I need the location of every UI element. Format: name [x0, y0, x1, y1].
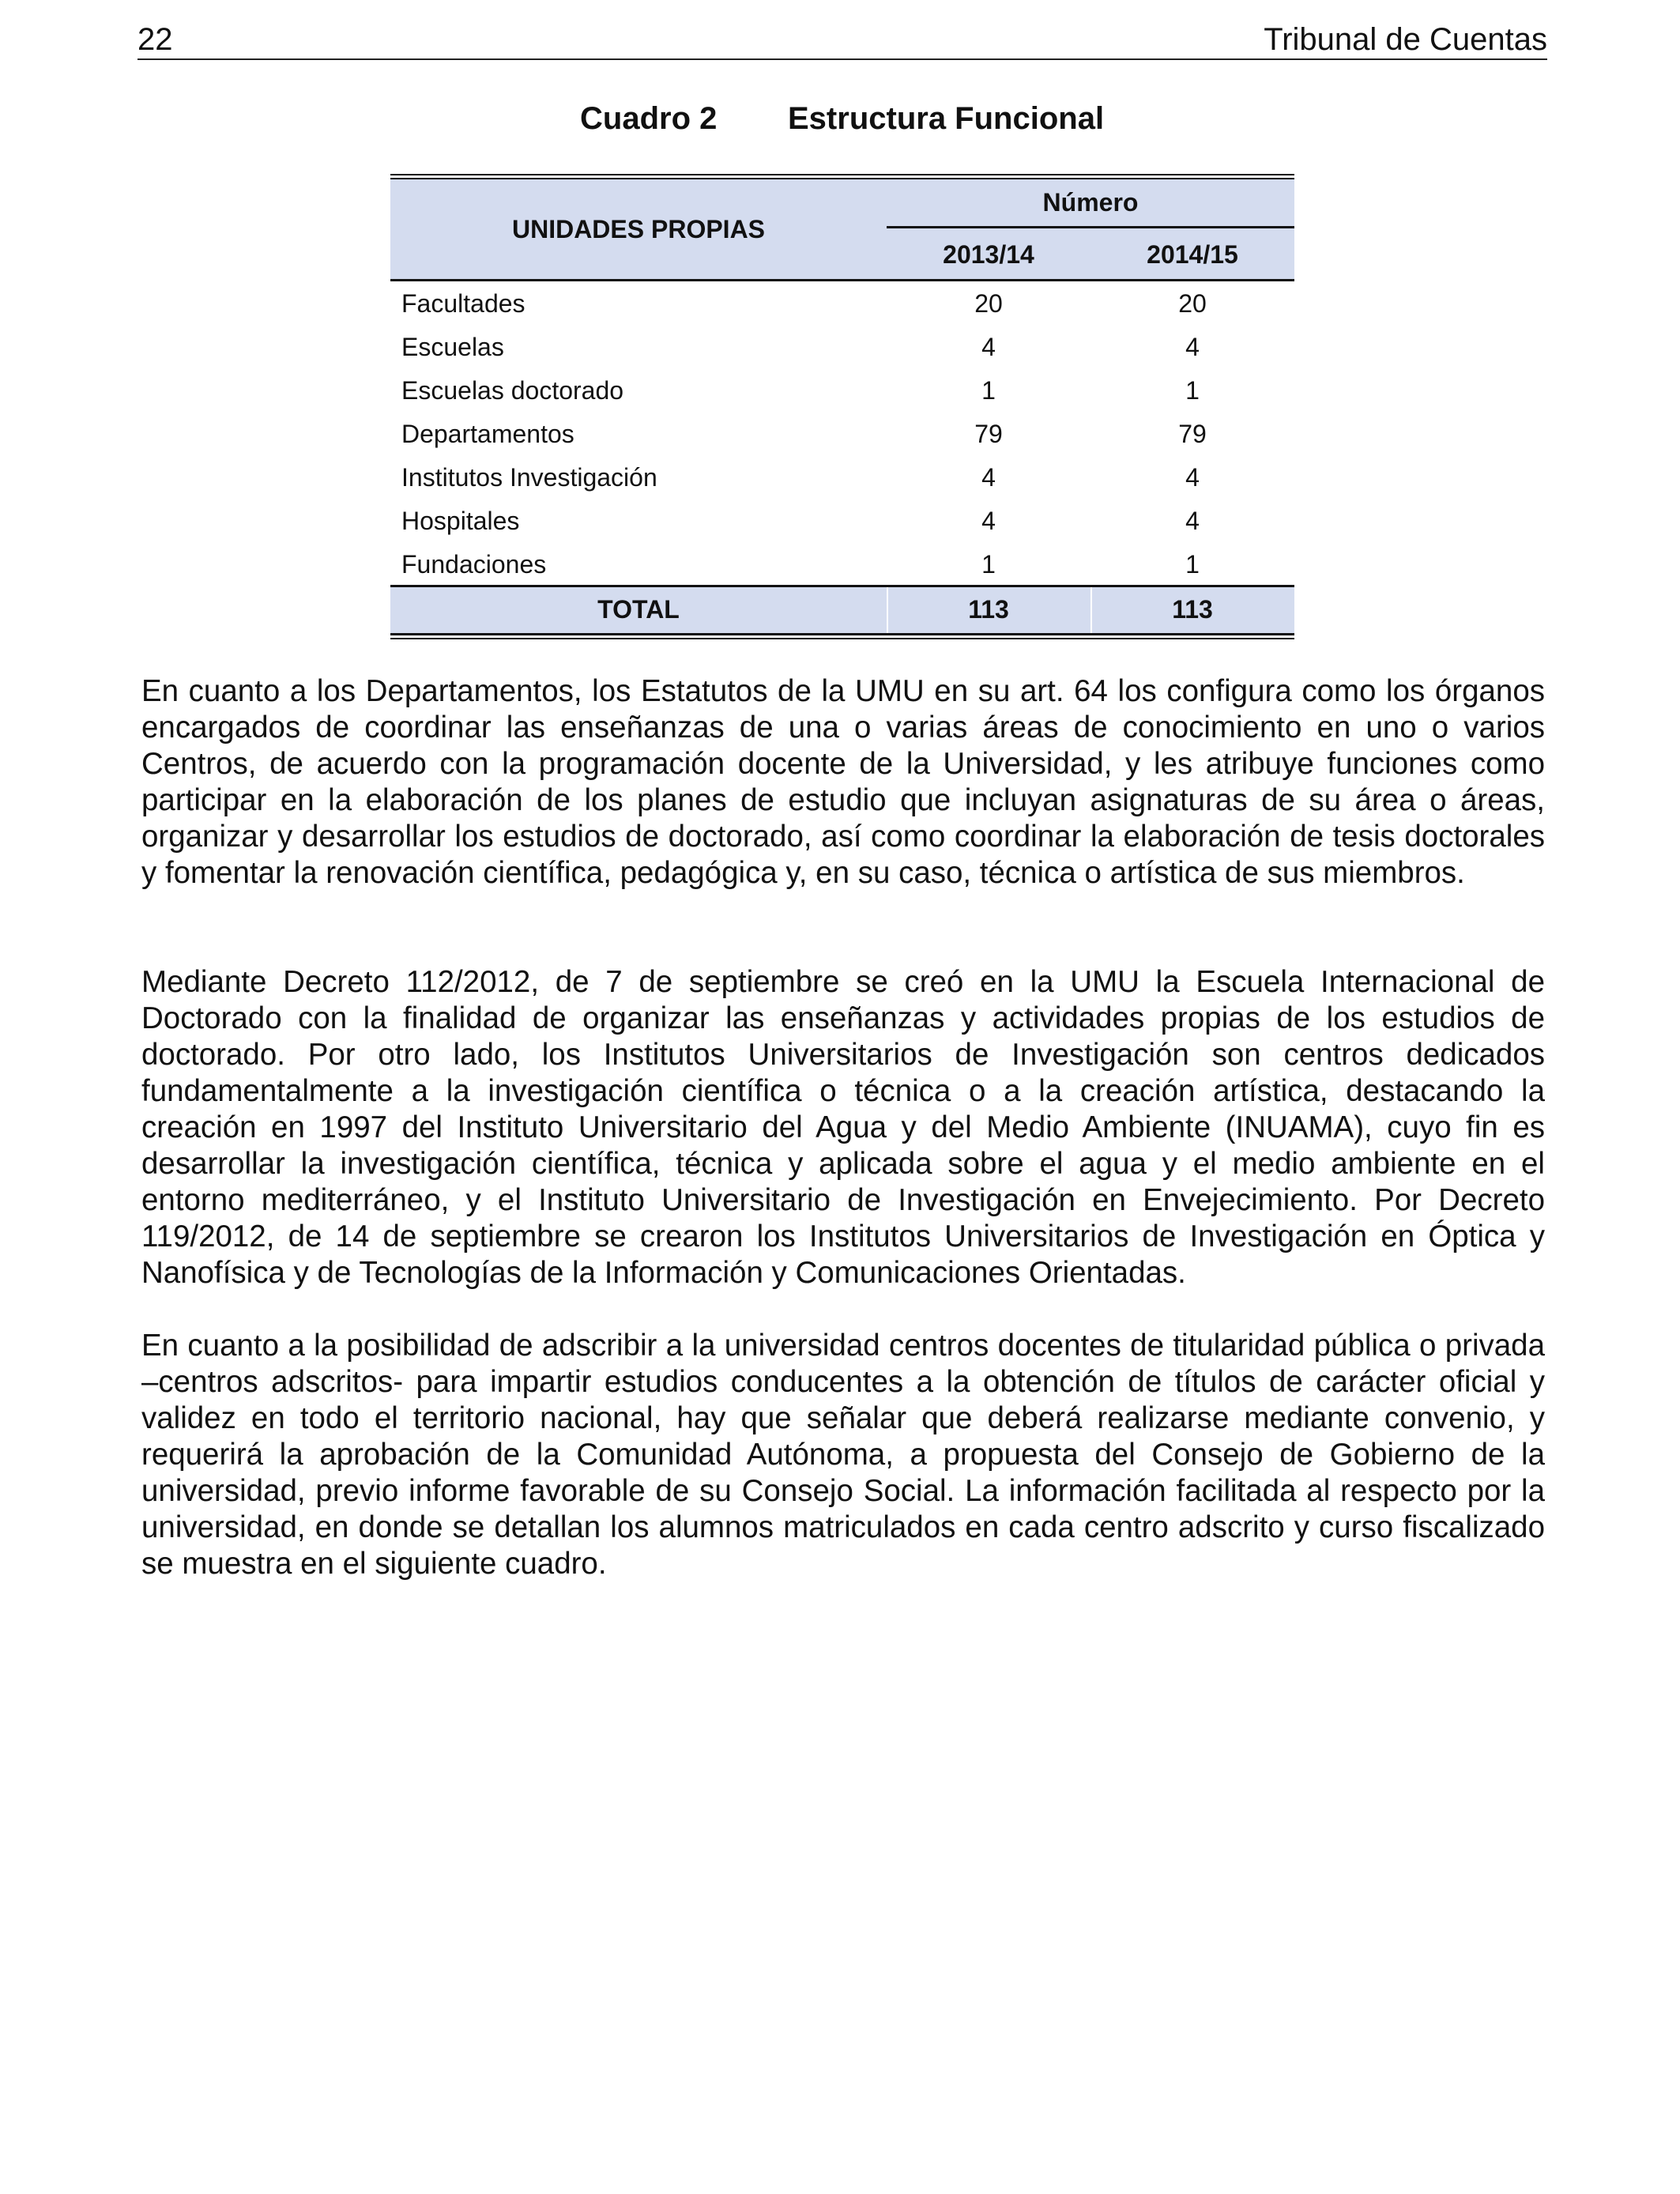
column-header-units: UNIDADES PROPIAS — [511, 215, 766, 243]
row-value-2013-14: 20 — [974, 289, 1003, 318]
paragraph-decreto: Mediante Decreto 112/2012, de 7 de septiembre se creó en la UMU la Escuela Internacional de Doctorado con la finalidad de organizar las enseñanzas y actividades propias de los estudios de doctorado. Por otro lado, los Institutos Universitarios de Investigación son centros dedicados fundamentalmente a la investigación científica o técnica o a la creación artística, destacando la creación en 1997 del Instituto Universitario del Agua y del Medio Ambiente (INUAMA), cuyo fin es desarrollar la investigación científica, técnica y aplicada sobre el agua y el medio ambiente en el entorno mediterráneo, y el Instituto Universitario de Investigación en Envejecimiento. Por Decreto 119/2012, de 14 de septiembre se crearon los Institutos Universitarios de Investigación en Óptica y Nanofísica y de Tecnologías de la Información y Comunicaciones Orientadas. — [141, 965, 1545, 1290]
row-label: Escuelas — [401, 333, 504, 361]
row-value-2013-14: 4 — [981, 333, 996, 361]
row-value-2013-14: 79 — [974, 420, 1003, 448]
row-label: Departamentos — [401, 420, 574, 448]
table-row — [390, 285, 1294, 328]
row-value-2013-14: 4 — [981, 463, 996, 492]
row-value-2013-14: 4 — [981, 507, 996, 535]
page-number: 22 — [137, 22, 173, 57]
table-row — [390, 371, 1294, 415]
row-value-2014-15: 1 — [1185, 550, 1200, 579]
page-header — [137, 19, 1547, 60]
table-row — [390, 502, 1294, 545]
column-header-year-2: 2014/15 — [1147, 240, 1238, 269]
table-row — [390, 458, 1294, 502]
row-label: Facultades — [401, 289, 525, 318]
total-label: TOTAL — [597, 595, 680, 624]
row-value-2013-14: 1 — [981, 376, 996, 405]
total-value-2013-14: 113 — [968, 595, 1009, 624]
table-row — [390, 328, 1294, 371]
group-header-rule — [887, 226, 1294, 228]
caption-title: Estructura Funcional — [788, 101, 1105, 136]
row-value-2013-14: 1 — [981, 550, 996, 579]
row-label: Institutos Investigación — [401, 463, 657, 492]
total-value-2014-15: 113 — [1172, 595, 1213, 624]
column-group-header: Número — [1042, 188, 1139, 217]
row-value-2014-15: 79 — [1178, 420, 1207, 448]
header-bottom-rule — [390, 279, 1294, 281]
caption-label: Cuadro 2 — [580, 101, 718, 136]
table-bottom-rule — [390, 633, 1294, 639]
paragraph-centros-adscritos: En cuanto a la posibilidad de adscribir a la universidad centros docentes de titularidad pública o privada –centros adscritos- para impartir estudios conducentes a la obtención de títulos de carácter oficial y validez en todo el territorio nacional, hay que señalar que deberá realizarse mediante convenio, y requerirá la aprobación de la Comunidad Autónoma, a propuesta del Consejo de Gobierno de la universidad, previo informe favorable de su Consejo Social. La información facilitada al respecto por la universidad, en donde se detallan los alumnos matriculados en cada centro adscrito y curso fiscalizado se muestra en el siguiente cuadro. — [141, 1329, 1545, 1581]
table-row — [390, 415, 1294, 458]
header-title: Tribunal de Cuentas — [1264, 22, 1547, 57]
row-label: Fundaciones — [401, 550, 547, 579]
row-label: Escuelas doctorado — [401, 376, 624, 405]
column-header-year-1: 2013/14 — [943, 240, 1034, 269]
table-top-rule — [390, 174, 1294, 179]
row-value-2014-15: 1 — [1185, 376, 1200, 405]
table-row — [390, 545, 1294, 589]
paragraph-departamentos: En cuanto a los Departamentos, los Estatutos de la UMU en su art. 64 los configura como los órganos encargados de coordinar las enseñanzas de una o varias áreas de conocimiento en uno o varios Centros, de acuerdo con la programación docente de la Universidad, y les atribuye funciones como participar en la elaboración de los planes de estudio que incluyan asignaturas de su área o áreas, organizar y desarrollar los estudios de doctorado, así como coordinar la elaboración de tesis doctorales y fomentar la renovación científica, pedagógica y, en su caso, técnica o artística de sus miembros. — [141, 674, 1545, 890]
row-value-2014-15: 20 — [1178, 289, 1207, 318]
table-caption — [0, 101, 1680, 149]
row-value-2014-15: 4 — [1185, 333, 1200, 361]
structure-table — [390, 174, 1294, 642]
row-value-2014-15: 4 — [1185, 507, 1200, 535]
total-row — [390, 587, 1294, 633]
row-value-2014-15: 4 — [1185, 463, 1200, 492]
row-label: Hospitales — [401, 507, 520, 535]
